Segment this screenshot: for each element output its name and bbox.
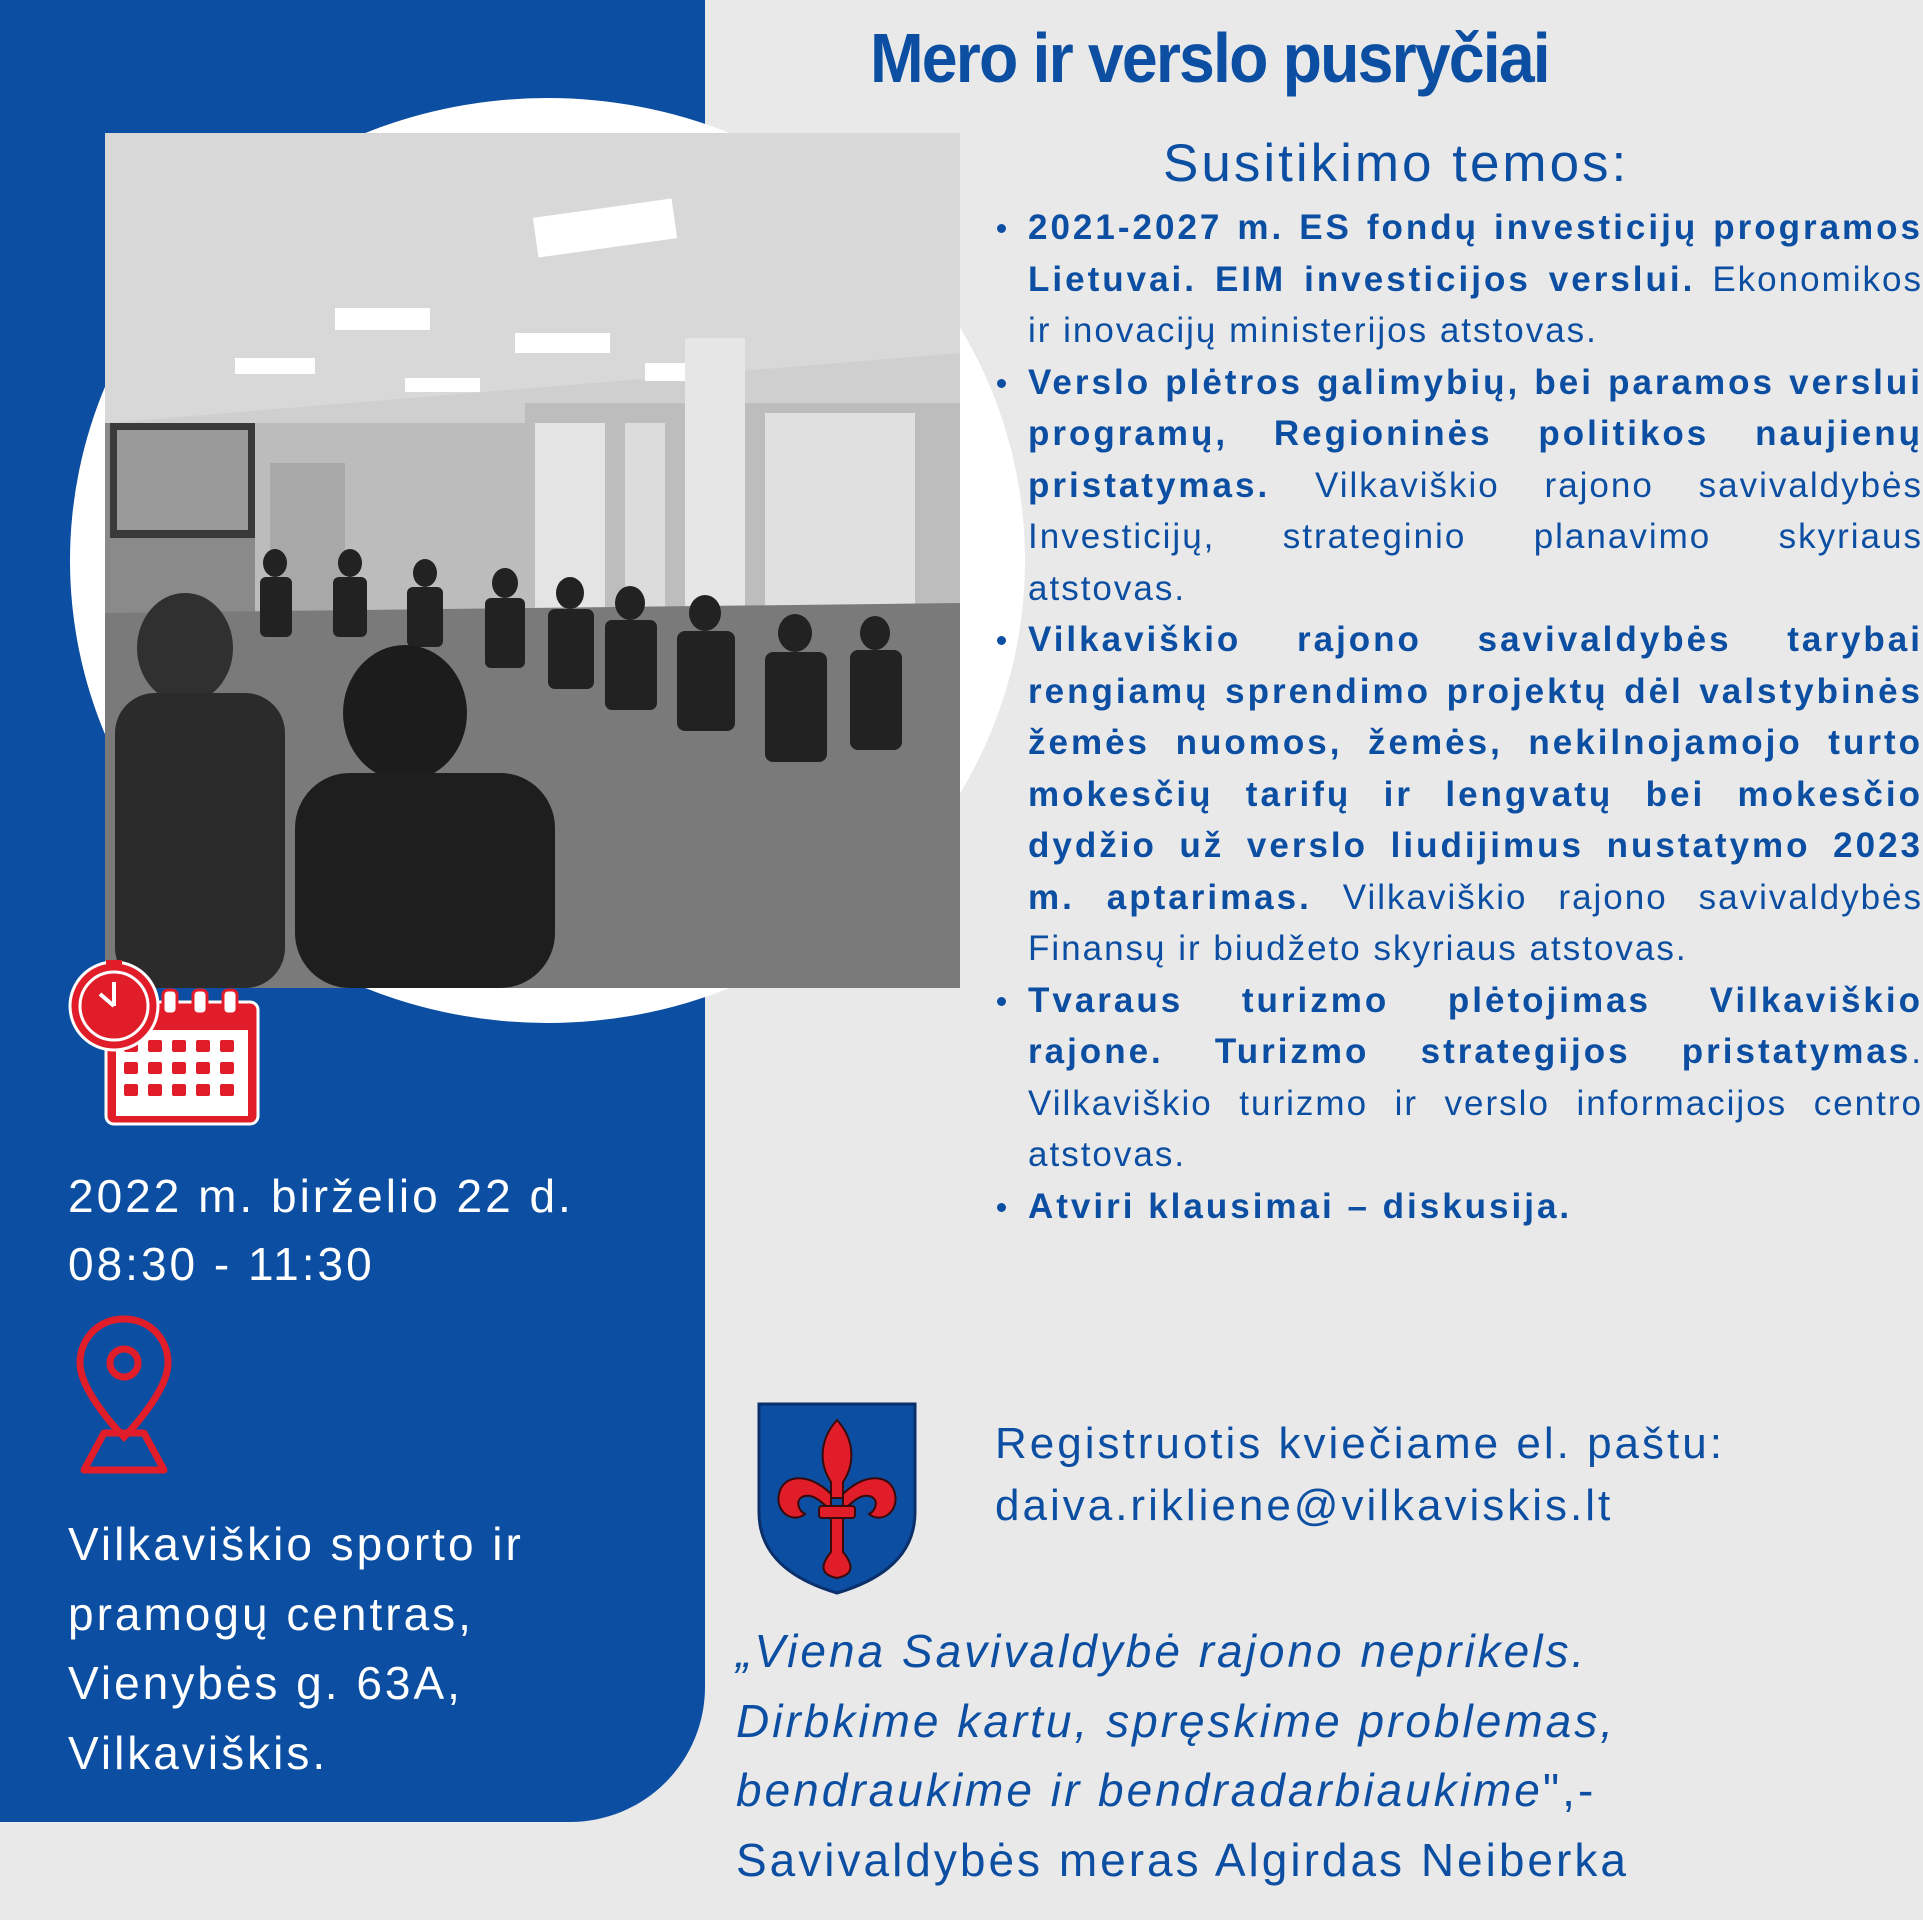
page-title: Mero ir verslo pusryčiai <box>870 19 1549 97</box>
venue-line: Vilkaviškis. <box>68 1726 329 1779</box>
registration-info <box>995 1413 1725 1537</box>
topics-heading: Susitikimo temos: <box>1163 134 1630 193</box>
topic-bold: Atviri klausimai – diskusija. <box>1028 1186 1573 1226</box>
meeting-photo <box>105 133 960 988</box>
quote-tail: ",- <box>1542 1764 1597 1816</box>
quote-author: Savivaldybės meras Algirdas Neiberka <box>736 1833 1629 1886</box>
list-item <box>1028 202 1923 357</box>
event-datetime <box>68 1162 574 1298</box>
list-item <box>1028 614 1923 975</box>
event-time: 08:30 - 11:30 <box>68 1238 375 1290</box>
venue-line: Vilkaviškio sporto ir <box>68 1518 524 1570</box>
mayor-quote <box>736 1617 1906 1895</box>
topics-list <box>992 202 1923 1232</box>
venue-line: pramogų centras, <box>68 1587 474 1640</box>
topic-bold: Vilkaviškio rajono savivaldybės tarybai rengiamų sprendimo projektų dėl valstybinės žemės nuomos, žemės, nekilnojamojo turto mokesčių tarifų ir lengvatų bei mokesčio dydžio už verslo liudijimus nustatymo 2023 m. aptarimas. <box>1028 620 1923 917</box>
topic-bold: 2021-2027 m. ES fondų investicijų programos Lietuvai. EIM investicijos verslui. <box>1028 208 1923 299</box>
event-venue <box>68 1510 688 1788</box>
registration-text: Registruotis kviečiame el. paštu: <box>995 1419 1725 1468</box>
event-date: 2022 m. birželio 22 d. <box>68 1170 574 1222</box>
topic-bold: Verslo plėtros galimybių, bei paramos verslui programų, Regioninės politikos naujienų pristatymas. <box>1028 362 1923 505</box>
topic-normal: Vilkaviškio rajono savivaldybės Investicijų, strateginio planavimo skyriaus atstovas. <box>1028 465 1923 608</box>
quote-line: „Viena Savivaldybė rajono neprikels. <box>736 1625 1588 1677</box>
topic-normal: Ekonomikos ir inovacijų ministerijos atstovas. <box>1028 259 1923 350</box>
registration-email[interactable]: daiva.rikliene@vilkaviskis.lt <box>995 1481 1614 1530</box>
topic-normal: . Vilkaviškio turizmo ir verslo informacijos centro atstovas. <box>1028 1032 1923 1174</box>
calendar-clock-icon <box>68 960 263 1130</box>
location-pin-icon <box>74 1315 174 1477</box>
list-item <box>1028 357 1923 615</box>
quote-line: bendraukime ir bendradarbiaukime <box>736 1764 1543 1816</box>
topic-normal: Vilkaviškio rajono savivaldybės Finansų ir biudžeto skyriaus atstovas. <box>1028 877 1923 968</box>
list-item <box>1028 975 1923 1181</box>
coat-of-arms-icon <box>757 1402 917 1595</box>
list-item <box>1028 1181 1923 1233</box>
topic-bold: Tvaraus turizmo plėtojimas Vilkaviškio rajone. Turizmo strategijos pristatymas <box>1028 980 1923 1071</box>
quote-line: Dirbkime kartu, spręskime problemas, <box>736 1694 1617 1747</box>
venue-line: Vienybės g. 63A, <box>68 1657 463 1709</box>
